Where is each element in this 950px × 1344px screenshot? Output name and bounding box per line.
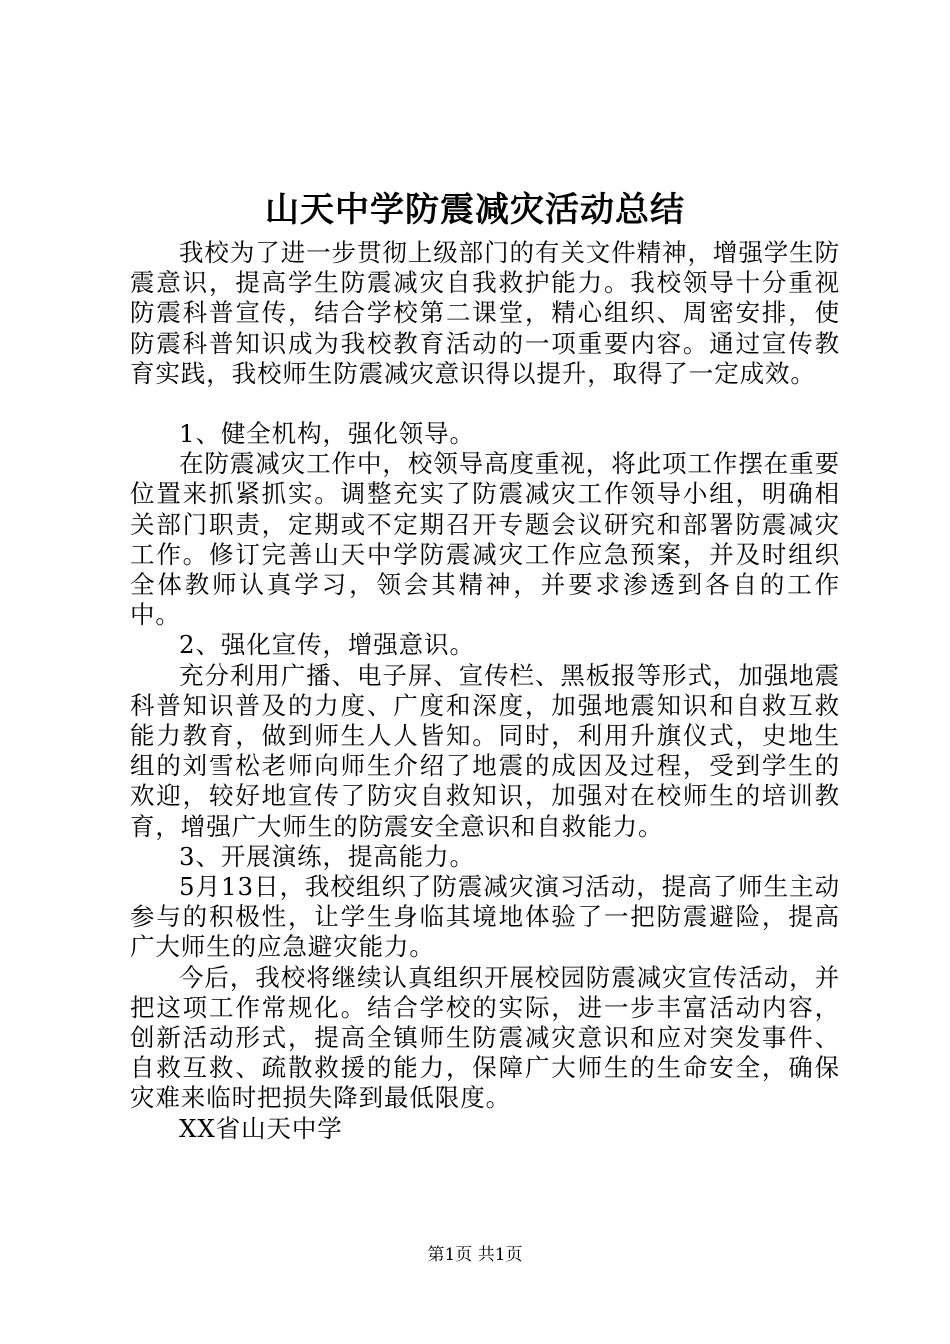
closing-paragraph: 今后，我校将继续认真组织开展校园防震减灾宣传活动，并把这项工作常规化。结合学校的实际，进一步丰富活动内容，创新活动形式，提高全镇师生防震减灾意识和应对突发事件、自救互救、疏散救援的能力，保障广大师生的生命安全，确保灾难来临时把损失降到最低限度。 [130,962,840,1113]
section-paragraph-2: 充分利用广播、电子屏、宣传栏、黑板报等形式，加强地震科普知识普及的力度、广度和深度，加强地震知识和自救互救能力教育，做到师生人人皆知。同时，利用升旗仪式，史地生组的刘雪松老师向师生介绍了地震的成因及过程，受到学生的欢迎，较好地宣传了防灾自救知识，加强对在校师生的培训教育，增强广大师生的防震安全意识和自救能力。 [130,660,840,841]
section-heading-1: 1、健全机构，强化领导。 [179,419,475,449]
section-paragraph-3: 5月13日，我校组织了防震减灾演习活动，提高了师生主动参与的积极性，让学生身临其境地体验了一把防震避险，提高广大师生的应急避灾能力。 [130,872,840,962]
intro-paragraph: 我校为了进一步贯彻上级部门的有关文件精神，增强学生防震意识，提高学生防震减灾自我救护能力。我校领导十分重视防震科普宣传，结合学校第二课堂，精心组织、周密安排，使防震科普知识成为我校教育活动的一项重要内容。通过宣传教育实践，我校师生防震减灾意识得以提升，取得了一定成效。 [130,238,840,388]
section-paragraph-1: 在防震减灾工作中，校领导高度重视，将此项工作摆在重要位置来抓紧抓实。调整充实了防震减灾工作领导小组，明确相关部门职责，定期或不定期召开专题会议研究和部署防震减灾工作。修订完善山天中学防震减灾工作应急预案，并及时组织全体教师认真学习，领会其精神，并要求渗透到各自的工作中。 [130,449,840,630]
section-heading-2: 2、强化宣传，增强意识。 [179,630,475,660]
document-title: 山天中学防震减灾活动总结 [265,190,685,230]
section-heading-3: 3、开展演练，提高能力。 [179,841,475,871]
document-body [130,238,840,1144]
signature: XX省山天中学 [179,1113,343,1143]
page-footer: 第1页 共1页 [427,1245,523,1265]
